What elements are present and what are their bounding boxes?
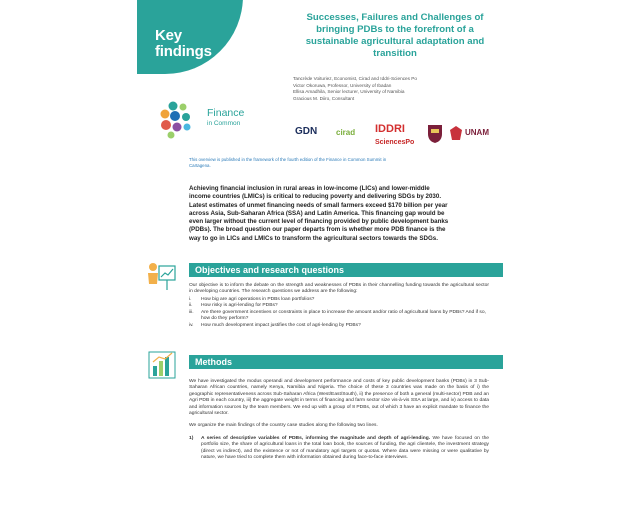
methods-heading-bar bbox=[189, 355, 503, 369]
cirad-logo: cirad bbox=[336, 128, 356, 137]
methods-paragraph: We have investigated the modus operandi and development performance and costs of key public development banks (PDBs) in 3 Sub-Saharan African countries, namely Kenya, Namibia and Nigeria. The choice of these 3 countries was made on the basis of i) the geographic representativeness across Sub-Saharan Africa (West/East/South), ii) the presence of both a general (multi-sector) PDB and an Agri PDB in each country, iii) the aggregate weight in terms of financing and farm sector size vis-à-vis SSA at large, and iv) access to data and information sources by the team members. We end up with a group of 8 PDBs, out of which 3 have an explicit mandate to finance the agricultural sector. bbox=[189, 379, 489, 417]
list-text-rest: We have focused on the portfolio size, the share of agricultural loans in the total loan book, the sources of funding, the agri clientele, the investment strategy (direct vs indirect), and the existence or not of mandatory agri targets or quotas. Where data were missing or were qualitative by nature, we have tried to complete them with information obtained during face-to-face interviews. bbox=[201, 435, 490, 461]
page-header bbox=[137, 0, 503, 168]
methods-list-item bbox=[189, 436, 489, 462]
bar-chart-icon bbox=[145, 348, 179, 382]
author-line: Ellisa Amadhila, Senior lecturer, University of Namibia bbox=[293, 89, 405, 95]
objectives-heading: Objectives and research questions bbox=[195, 265, 345, 275]
summary-paragraph: Achieving financial inclusion in rural areas in low-income (LICs) and lower-middle income countries (LMICs) is critical to reducing poverty and delivering SDGs by 2030. Latest estimates of unmet financing needs of small farmers exceed $170 billion per year across Asia, Sub-Saharan Africa (SSA) and Latin America. This financing gap would be even larger without the current level of financing provided by public development banks (PDBs). The broad question our paper departs from is whether more PDB finance is the way to go in LICs and LMICs to transform the agricultural sectors towards the SDGs. bbox=[189, 185, 449, 242]
findings-line: findings bbox=[155, 43, 212, 60]
finance-in-common-mark-icon bbox=[157, 100, 203, 140]
objectives-intro: Our objective is to inform the debate on the strength and weaknesses of PDBs in their channelling funding towards the agricultural sector in developing countries. The research questions we address are the following: bbox=[189, 283, 489, 295]
unam-crest-icon bbox=[449, 125, 463, 141]
author-line: Gracious M. Diiro, Consultant bbox=[293, 95, 355, 101]
gdn-logo: GDN bbox=[295, 126, 318, 137]
key-line: Key bbox=[155, 27, 182, 44]
list-text: How much development impact justifies the cost of agri-lending by PDBs? bbox=[201, 322, 361, 328]
publication-note: This overview is published in the framework of the fourth edition of the Finance in Common Summit in Cartagena. bbox=[189, 157, 387, 168]
fic-logo-sub: in Common bbox=[207, 120, 241, 127]
objectives-heading-bar bbox=[189, 263, 503, 277]
list-number: iv. bbox=[189, 322, 194, 328]
fic-logo-name: Finance bbox=[207, 107, 245, 119]
document-title: Successes, Failures and Challenges of bringing PDBs to the forefront of a sustainable agricultural adaptation and transition bbox=[305, 12, 485, 59]
list-text-bold: A series of descriptive variables of PDBs, informing the magnitude and depth of agri-lending. bbox=[201, 435, 431, 441]
finance-in-common-logo bbox=[157, 100, 267, 144]
list-number: i. bbox=[189, 297, 192, 302]
document-page bbox=[137, 0, 503, 520]
list-item bbox=[189, 310, 489, 323]
unam-logo: UNAM bbox=[465, 128, 489, 137]
list-number: iii. bbox=[189, 309, 194, 315]
methods-body bbox=[189, 379, 489, 461]
list-number: ii. bbox=[189, 303, 193, 309]
presentation-board-icon bbox=[143, 260, 177, 294]
list-text bbox=[201, 436, 489, 462]
list-item bbox=[189, 323, 489, 329]
sciencespo-logo: SciencesPo bbox=[375, 139, 415, 146]
iddri-logo: IDDRI bbox=[375, 123, 405, 135]
author-line: Victor Okoruwa, Professor, University of Ibadan bbox=[293, 82, 392, 88]
author-list bbox=[293, 76, 499, 102]
research-questions-list bbox=[189, 297, 489, 329]
key-findings-label bbox=[155, 28, 212, 60]
list-text: How risky is agri-lending for PDBs? bbox=[201, 303, 278, 309]
partner-logos bbox=[293, 120, 499, 156]
methods-heading: Methods bbox=[195, 357, 232, 367]
methods-paragraph: We organize the main findings of the country case studies along the following two lines. bbox=[189, 423, 378, 429]
university-shield-icon bbox=[427, 124, 443, 144]
list-text: How big are agri operations in PDBs loan portfolios? bbox=[201, 297, 315, 302]
list-text: Are there government incentives or constraints in place to increase the amount and/or ratio of agricultural loans by PDBs? And if so, how do they perform? bbox=[201, 309, 486, 322]
author-line: Tancrède Voituriez, Economist, Cirad and Iddri-Sciences Po bbox=[293, 76, 418, 81]
list-number: 1) bbox=[189, 435, 194, 441]
